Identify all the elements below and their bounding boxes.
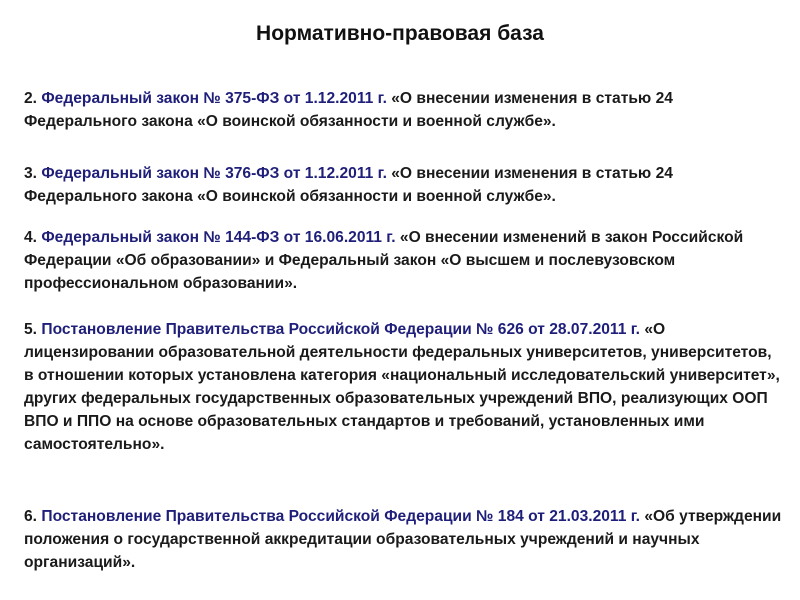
item-number: 3. — [24, 165, 38, 182]
document-item — [24, 226, 784, 295]
item-text: «О внесении изменения в статью 24 Федерального закона «О воинской обязанности и военной службе». — [24, 165, 673, 205]
item-text: «О внесении изменений в закон Российской Федерации «Об образовании» и Федеральный закон «О высшем и послевузовском профессиональном образовании». — [24, 229, 744, 292]
document-item — [24, 162, 784, 208]
item-reference: Федеральный закон № 375-ФЗ от 1.12.2011 г. — [41, 90, 387, 107]
item-number: 2. — [24, 90, 38, 107]
item-text: «О внесении изменения в статью 24 Федерального закона «О воинской обязанности и военной службе». — [24, 90, 673, 130]
item-reference: Постановление Правительства Российской Федерации № 184 от 21.03.2011 г. — [41, 508, 641, 525]
item-number: 6. — [24, 508, 38, 525]
page-title: Нормативно-правовая база — [256, 22, 544, 45]
item-number: 5. — [24, 321, 38, 338]
document-item — [24, 505, 784, 574]
item-reference: Постановление Правительства Российской Федерации № 626 от 28.07.2011 г. — [41, 321, 641, 338]
item-text: «О лицензировании образовательной деятельности федеральных университетов, университетов, в отношении которых установлена категория «национальный исследовательский университет», других федеральных государственных образовательных учреждений ВПО, реализующих ООП ВПО и ППО на основе образовательных стандартов и требований, установленных ими самостоятельно». — [24, 321, 780, 453]
item-reference: Федеральный закон № 376-ФЗ от 1.12.2011 г. — [41, 165, 387, 182]
item-text: «Об утверждении положения о государственной аккредитации образовательных учреждений и научных организаций». — [24, 508, 782, 571]
document-item — [24, 87, 784, 133]
item-number: 4. — [24, 229, 38, 246]
item-reference: Федеральный закон № 144-ФЗ от 16.06.2011 г. — [41, 229, 396, 246]
document-item — [24, 318, 784, 456]
